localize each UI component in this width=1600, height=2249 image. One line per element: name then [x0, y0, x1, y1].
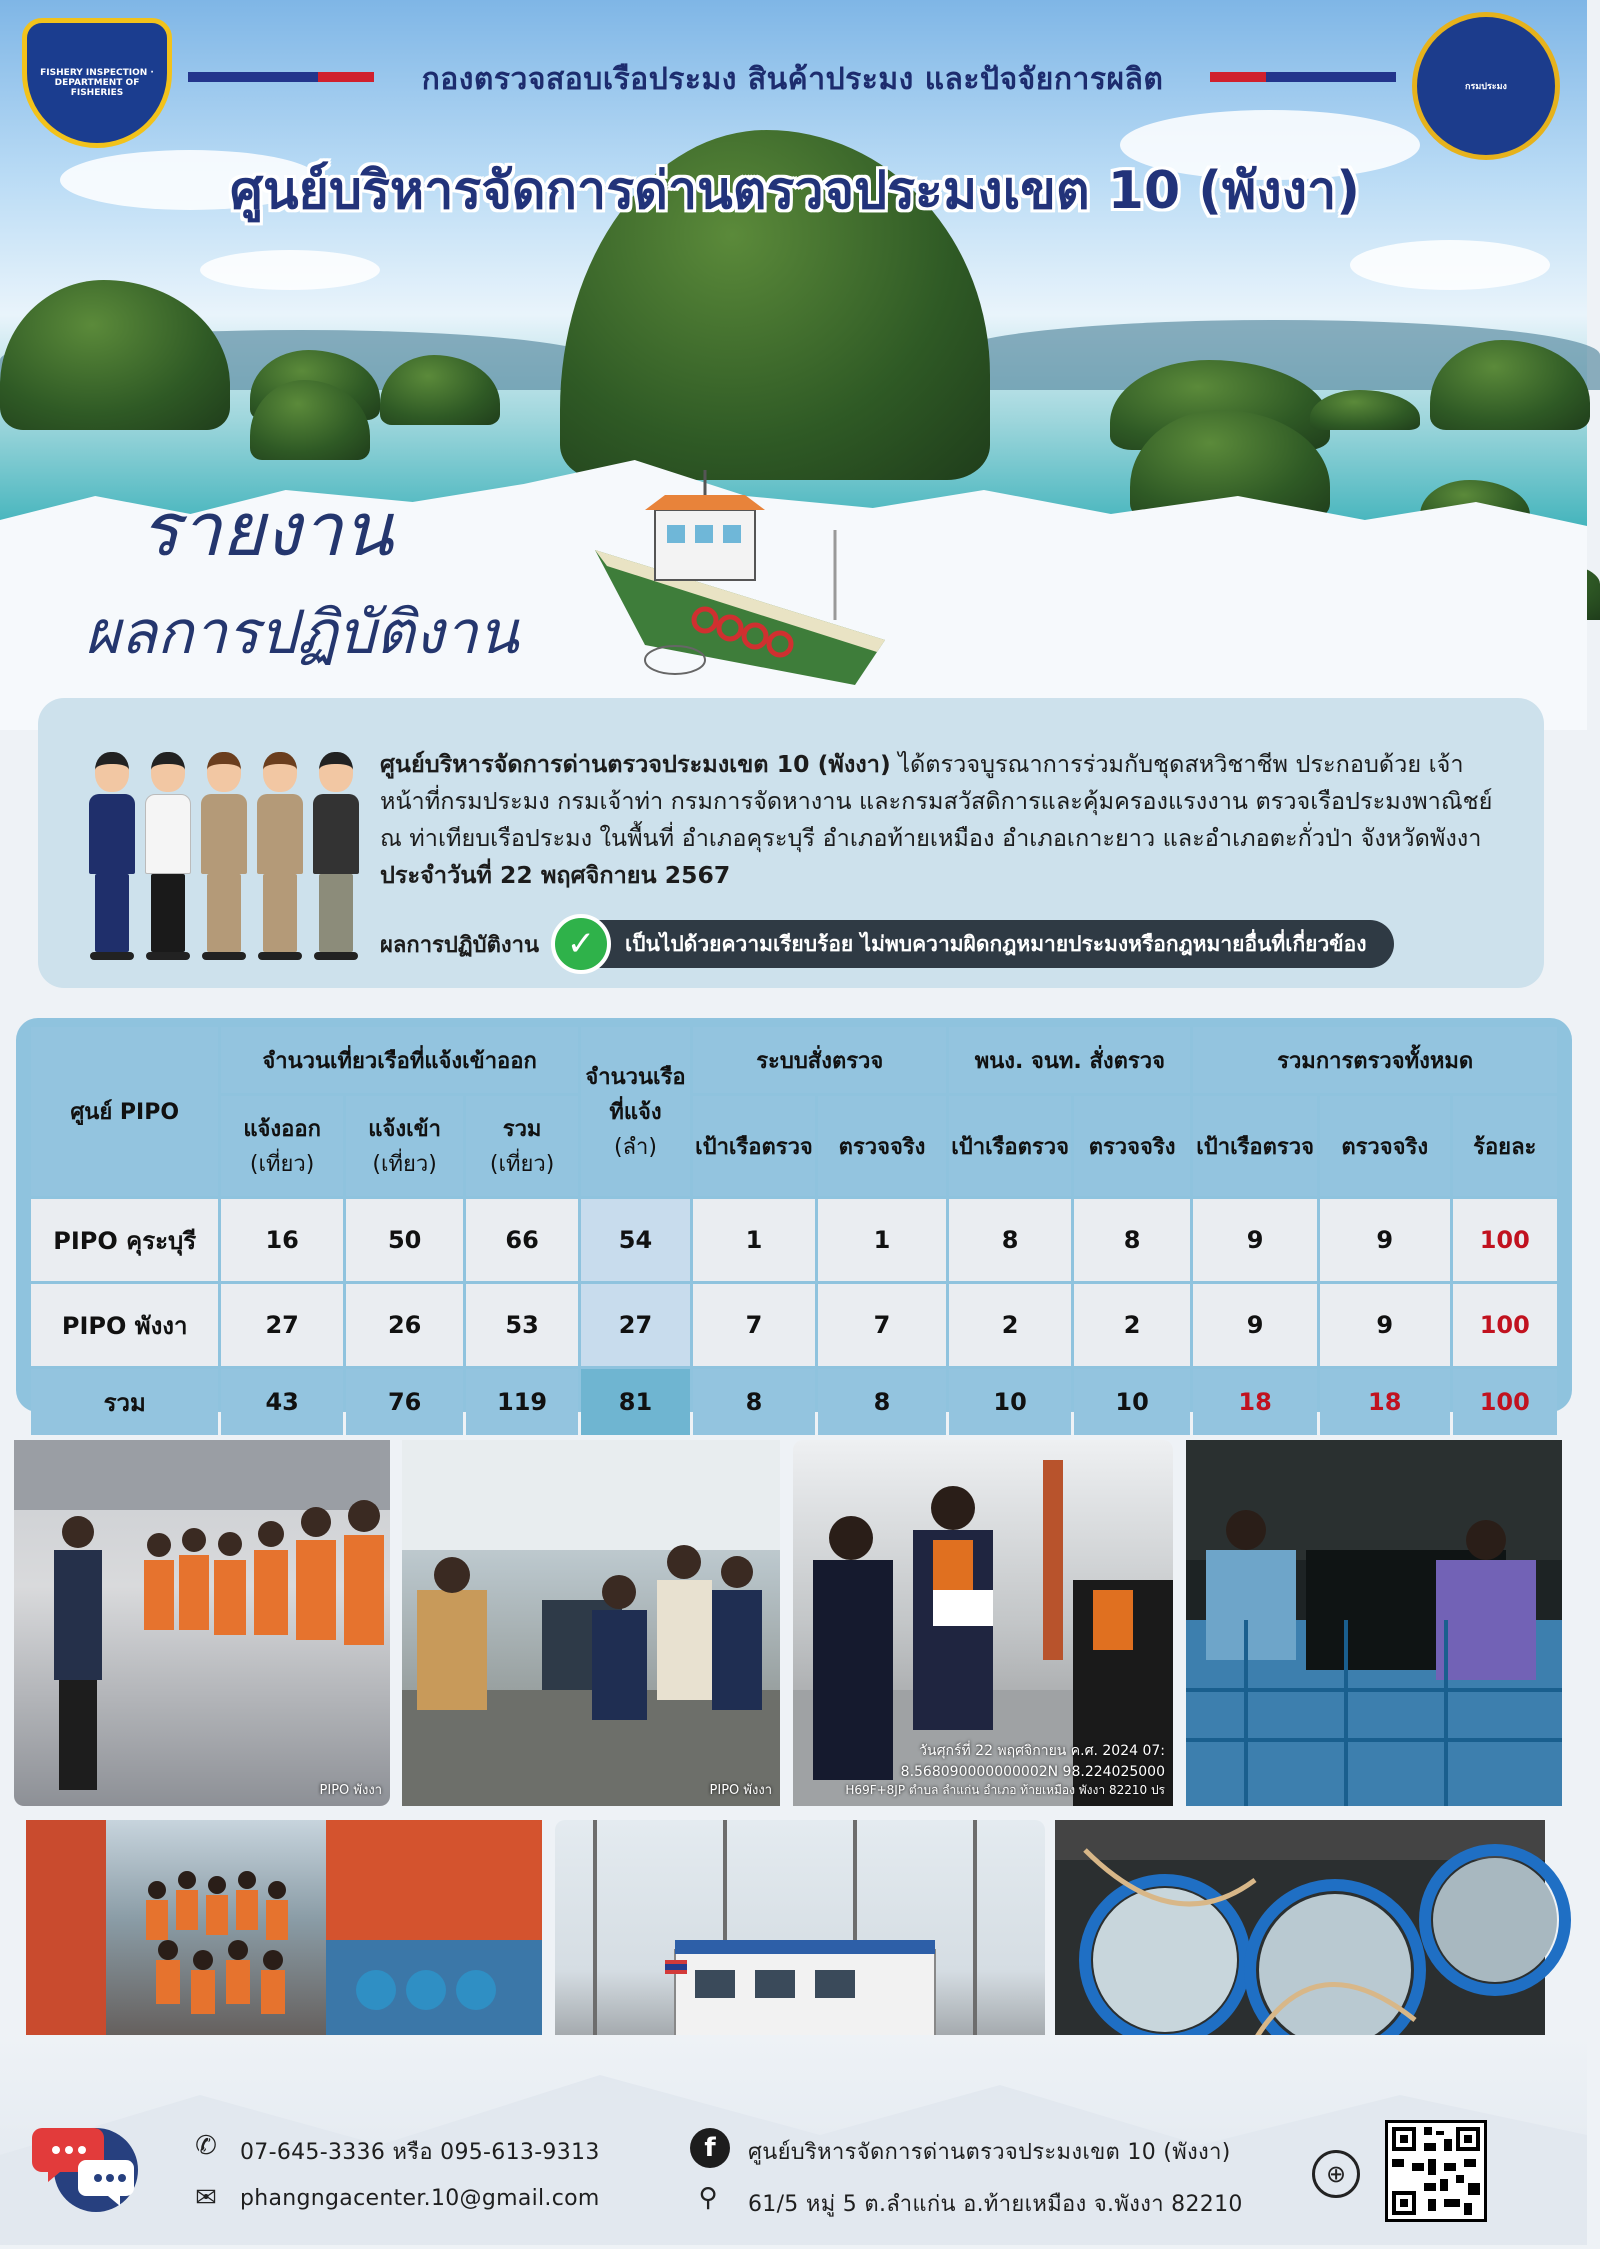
check-icon: ✓ — [551, 914, 611, 974]
boats-label: จำนวนเรือที่แจ้ง — [585, 1065, 686, 1125]
cell-out: 27 — [221, 1284, 343, 1366]
photo-fish-hold — [1186, 1440, 1562, 1806]
header-rule-right — [1210, 72, 1396, 82]
photo-crew-lineup — [14, 1440, 390, 1806]
email-icon: ✉ — [195, 2183, 217, 2213]
cell-tot-target: 9 — [1193, 1284, 1317, 1366]
footer-facebook[interactable]: ศูนย์บริหารจัดการด่านตรวจประมงเขต 10 (พังงา) — [748, 2140, 1231, 2165]
facebook-icon: f — [690, 2128, 730, 2168]
cell-sys-actual: 7 — [818, 1284, 947, 1366]
footer-email[interactable]: phangngacenter.10@gmail.com — [240, 2186, 600, 2211]
photo-fishing-vessel — [555, 1820, 1045, 2070]
table-total-row — [31, 1369, 1557, 1435]
report-title-line1: รายงาน — [140, 487, 393, 573]
cell-off-target: 8 — [949, 1199, 1071, 1281]
cell-tot-actual: 9 — [1320, 1199, 1450, 1281]
cell-total-percent: 100 — [1453, 1369, 1557, 1435]
cell-sys-target: 7 — [693, 1284, 815, 1366]
col-header-out: แจ้งออก (เที่ยว) — [221, 1096, 343, 1196]
table-row — [31, 1199, 1557, 1281]
result-label: ผลการปฏิบัติงาน — [380, 932, 539, 958]
photo-fish-buckets — [1055, 1820, 1545, 2070]
cell-total-off-actual: 10 — [1074, 1369, 1190, 1435]
col-header-sys-target: เป้าเรือตรวจ — [693, 1096, 815, 1196]
col-header-off-actual: ตรวจจริง — [1074, 1096, 1190, 1196]
cell-total-sys-target: 8 — [693, 1369, 815, 1435]
inspection-table — [16, 1018, 1572, 1417]
globe-icon[interactable]: ⊕ — [1312, 2150, 1360, 2198]
cell-percent: 100 — [1453, 1284, 1557, 1366]
qr-code[interactable] — [1385, 2120, 1487, 2222]
group-header-system: ระบบสั่งตรวจ — [693, 1027, 946, 1093]
cell-in: 26 — [346, 1284, 463, 1366]
result-text: เป็นไปด้วยความเรียบร้อย ไม่พบความผิดกฎหมายประมงหรือกฎหมายอื่นที่เกี่ยวข้อง — [585, 920, 1395, 968]
footer-phone[interactable]: 07-645-3336 หรือ 095-613-9313 — [240, 2140, 600, 2165]
cell-total-out: 43 — [221, 1369, 343, 1435]
group-header-total: รวมการตรวจทั้งหมด — [1193, 1027, 1557, 1093]
cell-total-tot-actual: 18 — [1320, 1369, 1450, 1435]
cell-total-off-target: 10 — [949, 1369, 1071, 1435]
cell-off-actual: 2 — [1074, 1284, 1190, 1366]
cell-off-target: 2 — [949, 1284, 1071, 1366]
report-title-line2: ผลการปฏิบัติงาน — [85, 598, 519, 668]
col-header-in: แจ้งเข้า (เที่ยว) — [346, 1096, 463, 1196]
col-header-center: ศูนย์ PIPO — [31, 1027, 218, 1196]
cell-tot-target: 9 — [1193, 1199, 1317, 1281]
photo-caption-coords: 8.568090000000002N 98.224025000 — [900, 1764, 1165, 1780]
phone-icon: ✆ — [195, 2131, 217, 2161]
photo-caption-date: วันศุกร์ที่ 22 พฤศจิกายน ค.ศ. 2024 07: — [919, 1743, 1165, 1759]
col-header-tot-target: เป้าเรือตรวจ — [1193, 1096, 1317, 1196]
cell-total-tot-target: 18 — [1193, 1369, 1317, 1435]
col-header-percent: ร้อยละ — [1453, 1096, 1557, 1196]
photo-document-check — [793, 1440, 1173, 1806]
cell-out: 16 — [221, 1199, 343, 1281]
agency-name: กองตรวจสอบเรือประมง สินค้าประมง และปัจจัยการผลิต — [421, 62, 1164, 97]
table-row — [31, 1284, 1557, 1366]
info-body: ได้ตรวจบูรณาการร่วมกับชุดสหวิชาชีพ ประกอบด้วย เจ้าหน้าที่กรมประมง กรมเจ้าท่า กรมการจัดหางาน และกรมสวัสดิการและคุ้มครองแรงงาน ตรวจเรือประมงพาณิชย์ ณ ท่าเทียบเรือประมง ในพื้นที่ อำเภอคุระบุรี อำเภอท้ายเหมือง อำเภอเกาะยาว และอำเภอตะกั่วป่า จังหวัดพังงา — [380, 750, 1493, 852]
cell-boats: 27 — [581, 1284, 690, 1366]
info-paragraph — [380, 746, 1520, 894]
group-header-trips: จำนวนเที่ยวเรือที่แจ้งเข้าออก — [221, 1027, 577, 1093]
cell-total-label: รวม — [31, 1369, 218, 1435]
cell-boats: 54 — [581, 1199, 690, 1281]
col-header-boats — [581, 1027, 690, 1196]
footer-address: 61/5 หมู่ 5 ต.ลำแก่น อ.ท้ายเหมือง จ.พังงา 82210 — [748, 2192, 1243, 2217]
cell-percent: 100 — [1453, 1199, 1557, 1281]
page-title: ศูนย์บริหารจัดการด่านตรวจประมงเขต 10 (พังงา) — [229, 161, 1361, 221]
photo-caption: PIPO พังงา — [709, 1783, 772, 1798]
cell-sum: 53 — [466, 1284, 577, 1366]
photo-crew-on-boat — [26, 1820, 542, 2070]
info-org: ศูนย์บริหารจัดการด่านตรวจประมงเขต 10 (พังงา) — [380, 750, 891, 778]
cell-center: PIPO คุระบุรี — [31, 1199, 218, 1281]
department-of-fisheries-seal: กรมประมง — [1412, 12, 1560, 160]
cell-total-sys-actual: 8 — [818, 1369, 947, 1435]
info-card — [38, 698, 1544, 988]
boats-unit: (ลำ) — [613, 1135, 657, 1160]
chat-icon — [36, 2118, 140, 2214]
col-header-sys-actual: ตรวจจริง — [818, 1096, 947, 1196]
fishery-inspection-logo: FISHERY INSPECTION · DEPARTMENT OF FISHERIES — [22, 18, 172, 148]
cell-center: PIPO พังงา — [31, 1284, 218, 1366]
photo-caption-location: H69F+8JP ตำบล ลำแก่น อำเภอ ท้ายเหมือง พังงา 82210 ปร — [845, 1783, 1165, 1797]
cell-tot-actual: 9 — [1320, 1284, 1450, 1366]
cell-in: 50 — [346, 1199, 463, 1281]
result-row — [380, 916, 1394, 972]
photo-caption: PIPO พังงา — [319, 1783, 382, 1798]
photo-inspection-on-deck — [402, 1440, 780, 1806]
info-date: ประจำวันที่ 22 พฤศจิกายน 2567 — [380, 861, 731, 889]
multidisciplinary-team-illustration — [88, 750, 388, 960]
cell-sys-target: 1 — [693, 1199, 815, 1281]
cell-total-boats: 81 — [581, 1369, 690, 1435]
location-pin-icon: ⚲ — [698, 2183, 718, 2213]
cell-sys-actual: 1 — [818, 1199, 947, 1281]
cell-total-in: 76 — [346, 1369, 463, 1435]
cell-sum: 66 — [466, 1199, 577, 1281]
col-header-tot-actual: ตรวจจริง — [1320, 1096, 1450, 1196]
group-header-officer: พนง. จนท. สั่งตรวจ — [949, 1027, 1190, 1093]
col-header-off-target: เป้าเรือตรวจ — [949, 1096, 1071, 1196]
cell-total-sum: 119 — [466, 1369, 577, 1435]
cell-off-actual: 8 — [1074, 1199, 1190, 1281]
col-header-sum: รวม (เที่ยว) — [466, 1096, 577, 1196]
fishing-boat-illustration — [585, 470, 895, 700]
header-rule-left — [188, 72, 374, 82]
